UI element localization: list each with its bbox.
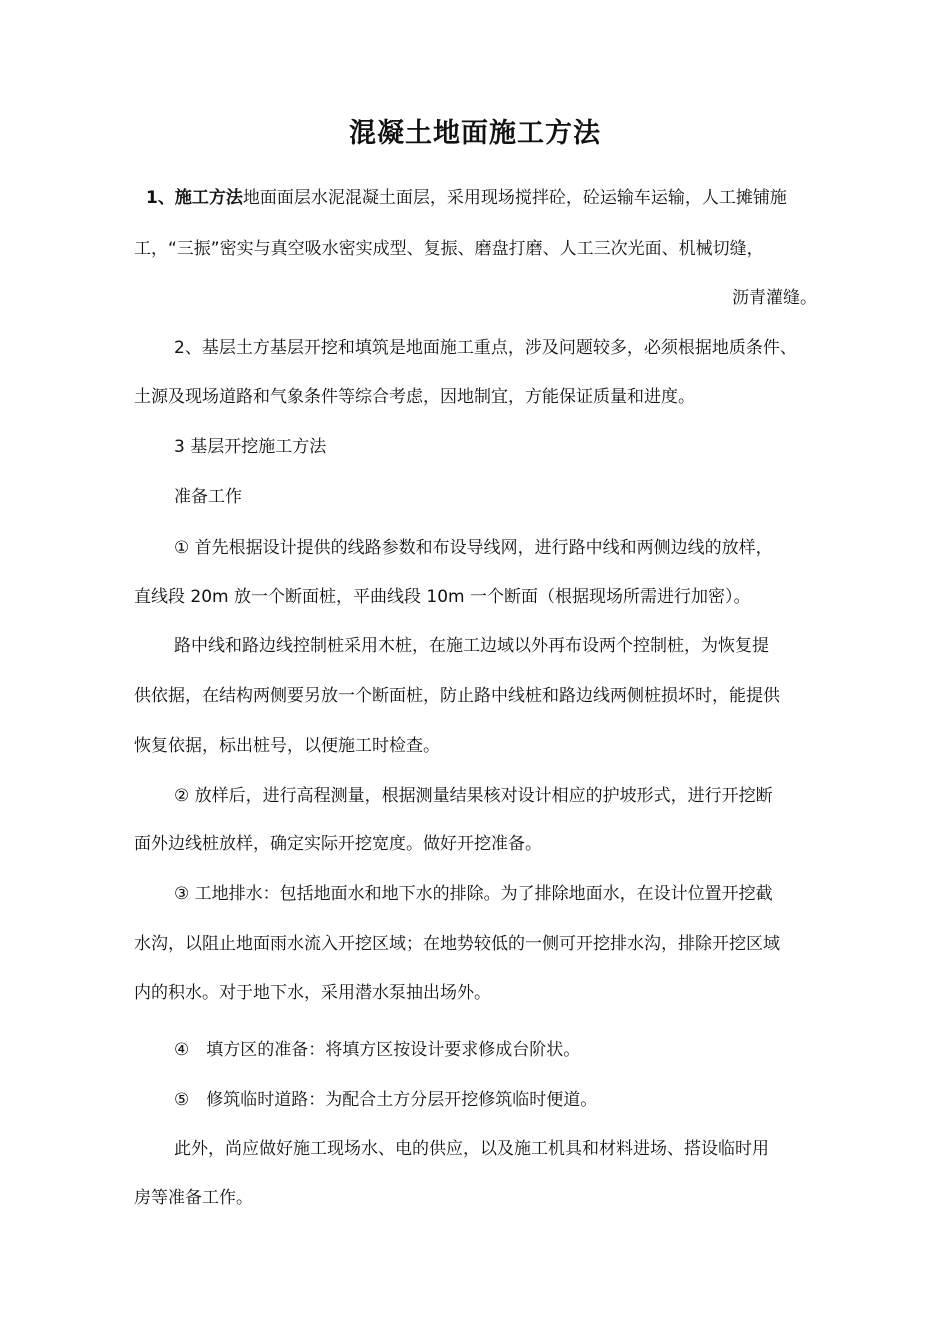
item1-line1: ① 首先根据设计提供的线路参数和布设导线网，进行路中线和两侧边线的放样， bbox=[174, 538, 773, 558]
para-a-line2: 供依据，在结构两侧要另放一个断面桩，防止路中线桩和路边线两侧桩损坏时，能提供 bbox=[134, 686, 780, 706]
item3-line1: ③ 工地排水：包括地面水和地下水的排除。为了排除地面水，在设计位置开挖截 bbox=[174, 884, 773, 904]
item2-line2: 面外边线桩放样，确定实际开挖宽度。做好开挖准备。 bbox=[134, 834, 542, 854]
section1-heading: 1、施工方法 bbox=[146, 188, 243, 208]
para-b-line2: 房等准备工作。 bbox=[134, 1188, 253, 1208]
item3-line2: 水沟，以阻止地面雨水流入开挖区域；在地势较低的一侧可开挖排水沟，排除开挖区域 bbox=[134, 934, 780, 954]
document-title: 混凝土地面施工方法 bbox=[349, 118, 601, 149]
section1-line1 bbox=[146, 185, 787, 211]
section2-line1: 2、基层土方基层开挖和填筑是地面施工重点，涉及问题较多，必须根据地质条件、 bbox=[174, 338, 797, 358]
item5: ⑤ 修筑临时道路：为配合土方分层开挖修筑临时便道。 bbox=[174, 1090, 598, 1110]
section3-subheading: 准备工作 bbox=[174, 487, 242, 507]
section1-line3: 沥青灌缝。 bbox=[732, 288, 817, 308]
item1-line2: 直线段 20m 放一个断面桩，平曲线段 10m 一个断面（根据现场所需进行加密）。 bbox=[134, 587, 751, 607]
item4: ④ 填方区的准备：将填方区按设计要求修成台阶状。 bbox=[174, 1040, 581, 1060]
para-b-line1: 此外，尚应做好施工现场水、电的供应，以及施工机具和材料进场、搭设临时用 bbox=[174, 1139, 769, 1159]
section2-line2: 土源及现场道路和气象条件等综合考虑，因地制宜，方能保证质量和进度。 bbox=[134, 387, 695, 407]
para-a-line3: 恢复依据，标出桩号，以便施工时检查。 bbox=[134, 736, 440, 756]
section3-heading: 3 基层开挖施工方法 bbox=[174, 437, 327, 457]
item2-line1: ② 放样后，进行高程测量，根据测量结果核对设计相应的护坡形式，进行开挖断 bbox=[174, 786, 773, 806]
section1-line2: 工，“三振”密实与真空吸水密实成型、复振、磨盘打磨、人工三次光面、机械切缝， bbox=[134, 239, 764, 259]
item3-line3: 内的积水。对于地下水，采用潜水泵抽出场外。 bbox=[134, 983, 491, 1003]
para-a-line1: 路中线和路边线控制桩采用木桩，在施工边域以外再布设两个控制桩，为恢复提 bbox=[174, 636, 769, 656]
section1-line1-text: 地面面层水泥混凝土面层，采用现场搅拌砼，砼运输车运输，人工摊铺施 bbox=[242, 188, 787, 208]
